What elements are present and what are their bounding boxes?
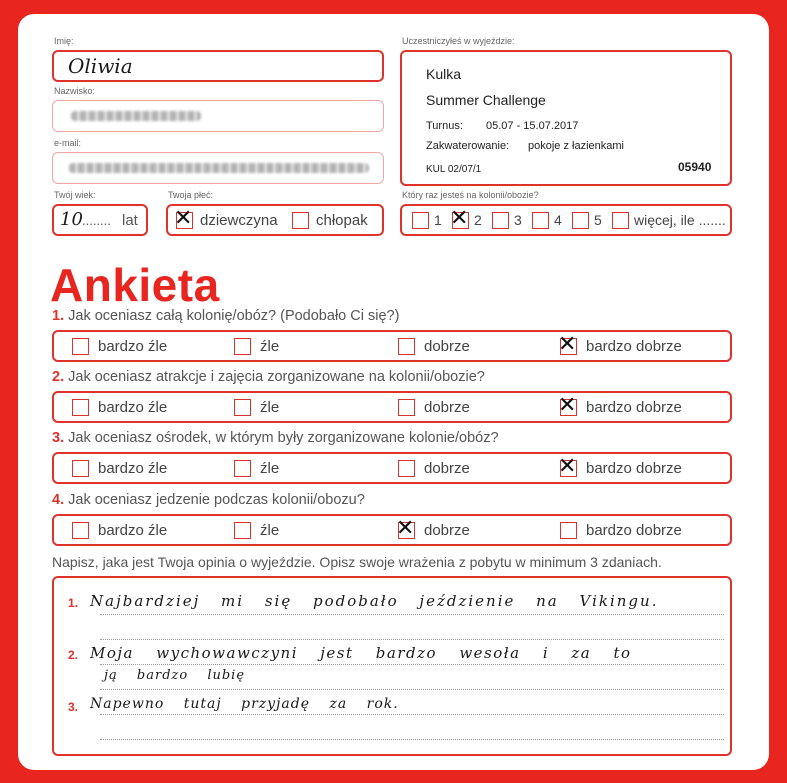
checkbox-times-1[interactable]: [412, 212, 429, 229]
camp-program: Summer Challenge: [426, 92, 546, 108]
q1-mark: ✕: [558, 332, 577, 357]
question-4: [52, 492, 365, 508]
times-1: 1: [434, 212, 442, 228]
checkbox-girl-mark: ✕: [174, 206, 193, 231]
q3-option-very-bad: bardzo źle: [98, 460, 168, 477]
opinion-3-number: 3.: [68, 700, 79, 714]
age-dots: ........: [82, 213, 111, 228]
writing-line-3: [100, 664, 724, 665]
q1-option-good: dobrze: [424, 338, 470, 355]
option-girl: dziewczyna: [200, 212, 278, 229]
email-label: e-mail:: [54, 138, 82, 148]
first-name-field[interactable]: [52, 50, 384, 82]
question-2: [52, 369, 485, 385]
answer-row-3: [52, 452, 732, 484]
q2-option-very-bad: bardzo źle: [98, 399, 168, 416]
q1-checkbox-good[interactable]: [398, 338, 415, 355]
gender-field: [166, 204, 384, 236]
q3-option-bad: źle: [260, 460, 280, 477]
q1-checkbox-very-bad[interactable]: [72, 338, 89, 355]
q3-mark: ✕: [558, 454, 577, 479]
redacted-email: [69, 163, 369, 173]
q3-checkbox-very-bad[interactable]: [72, 460, 89, 477]
email-field[interactable]: [52, 152, 384, 184]
option-boy: chłopak: [316, 212, 368, 229]
q2-option-bad: źle: [260, 399, 280, 416]
q1-checkbox-bad[interactable]: [234, 338, 251, 355]
first-name-value: Oliwia: [68, 54, 133, 78]
question-2-text: Jak oceniasz atrakcje i zajęcia zorganizowane na kolonii/obozie?: [68, 369, 485, 385]
q4-option-very-good: bardzo dobrze: [586, 522, 682, 539]
camp-code: KUL 02/07/1: [426, 164, 482, 175]
survey-title: Ankieta: [50, 259, 220, 311]
question-1: [52, 308, 399, 324]
q1-option-very-bad: bardzo źle: [98, 338, 168, 355]
checkbox-boy[interactable]: [292, 212, 309, 229]
last-name-label: Nazwisko:: [54, 86, 96, 96]
writing-line-4: [100, 689, 724, 690]
q2-checkbox-bad[interactable]: [234, 399, 251, 416]
question-1-text: Jak oceniasz całą kolonię/obóz? (Podobało Ci się?): [68, 308, 400, 324]
checkbox-times-5[interactable]: [572, 212, 589, 229]
q4-checkbox-bad[interactable]: [234, 522, 251, 539]
times-2: 2: [474, 212, 482, 228]
q3-option-good: dobrze: [424, 460, 470, 477]
q4-option-bad: źle: [260, 522, 280, 539]
q4-option-very-bad: bardzo źle: [98, 522, 168, 539]
times-3: 3: [514, 212, 522, 228]
answer-row-4: [52, 514, 732, 546]
checkbox-times-4[interactable]: [532, 212, 549, 229]
q1-option-bad: źle: [260, 338, 280, 355]
q2-checkbox-very-good[interactable]: [558, 393, 577, 418]
q2-checkbox-good[interactable]: [398, 399, 415, 416]
age-unit: lat: [122, 212, 138, 229]
question-4-number: 4.: [52, 492, 65, 508]
checkbox-girl[interactable]: [174, 206, 193, 231]
answer-row-1: [52, 330, 732, 362]
opinion-2-number: 2.: [68, 648, 79, 662]
writing-line-6: [100, 739, 724, 740]
question-3-number: 3.: [52, 430, 65, 446]
q3-option-very-good: bardzo dobrze: [586, 460, 682, 477]
checkbox-times-2-mark: ✕: [450, 206, 469, 231]
checkbox-times-more[interactable]: [612, 212, 629, 229]
q4-option-good: dobrze: [424, 522, 470, 539]
writing-line-1: [100, 614, 724, 615]
q3-checkbox-very-good[interactable]: [558, 454, 577, 479]
q1-checkbox-very-good[interactable]: [558, 332, 577, 357]
question-2-number: 2.: [52, 369, 65, 385]
q4-checkbox-good[interactable]: [396, 516, 415, 541]
question-3: [52, 430, 499, 446]
q4-mark: ✕: [396, 516, 415, 541]
age-field[interactable]: [52, 204, 148, 236]
question-4-text: Jak oceniasz jedzenie podczas kolonii/obozu?: [68, 492, 365, 508]
q2-option-good: dobrze: [424, 399, 470, 416]
turnus-value: 05.07 - 15.07.2017: [486, 120, 579, 132]
question-1-number: 1.: [52, 308, 65, 324]
q2-checkbox-very-bad[interactable]: [72, 399, 89, 416]
times-label: Który raz jesteś na kolonii/obozie?: [402, 190, 539, 200]
times-field: [400, 204, 732, 236]
camp-name: Kulka: [426, 66, 462, 82]
writing-line-5: [100, 714, 724, 715]
accommodation-value: pokoje z łazienkami: [528, 140, 624, 152]
answer-row-2: [52, 391, 732, 423]
survey-sheet: [18, 14, 769, 770]
opinion-3-text: Napewno tutaj przyjadę za rok.: [90, 696, 399, 712]
camp-info-box: [400, 50, 732, 186]
turnus-label: Turnus:: [426, 120, 463, 132]
age-value: 10: [60, 209, 83, 230]
opinion-2-text: Moja wychowawczyni jest bardzo wesoła i za to: [90, 644, 632, 662]
q2-mark: ✕: [558, 393, 577, 418]
q3-checkbox-good[interactable]: [398, 460, 415, 477]
gender-label: Twoja płeć:: [168, 190, 214, 200]
writing-line-2: [100, 639, 724, 640]
accommodation-label: Zakwaterowanie:: [426, 140, 510, 152]
times-5: 5: [594, 212, 602, 228]
times-more: więcej, ile .......: [634, 212, 726, 228]
opinion-1-number: 1.: [68, 596, 79, 610]
q4-checkbox-very-bad[interactable]: [72, 522, 89, 539]
opinion-2-continued: ją bardzo lubię: [104, 668, 246, 683]
opinion-1-text: Najbardziej mi się podobało jeździenie na Vikingu.: [90, 592, 659, 610]
last-name-field[interactable]: [52, 100, 384, 132]
form-number: 05940: [678, 160, 712, 174]
checkbox-times-2[interactable]: [450, 206, 469, 231]
q3-checkbox-bad[interactable]: [234, 460, 251, 477]
question-3-text: Jak oceniasz ośrodek, w którym były zorganizowane kolonie/obóz?: [68, 430, 499, 446]
q4-checkbox-very-good[interactable]: [560, 522, 577, 539]
checkbox-times-3[interactable]: [492, 212, 509, 229]
opinion-prompt: Napisz, jaka jest Twoja opinia o wyjeździe. Opisz swoje wrażenia z pobytu w minimum 3 zdaniach.: [52, 554, 662, 570]
times-4: 4: [554, 212, 562, 228]
first-name-label: Imię:: [54, 36, 74, 46]
q2-option-very-good: bardzo dobrze: [586, 399, 682, 416]
redacted-last-name: [71, 111, 201, 121]
camp-label: Uczestniczyłeś w wyjeździe:: [402, 36, 515, 46]
age-label: Twój wiek:: [54, 190, 96, 200]
q1-option-very-good: bardzo dobrze: [586, 338, 682, 355]
